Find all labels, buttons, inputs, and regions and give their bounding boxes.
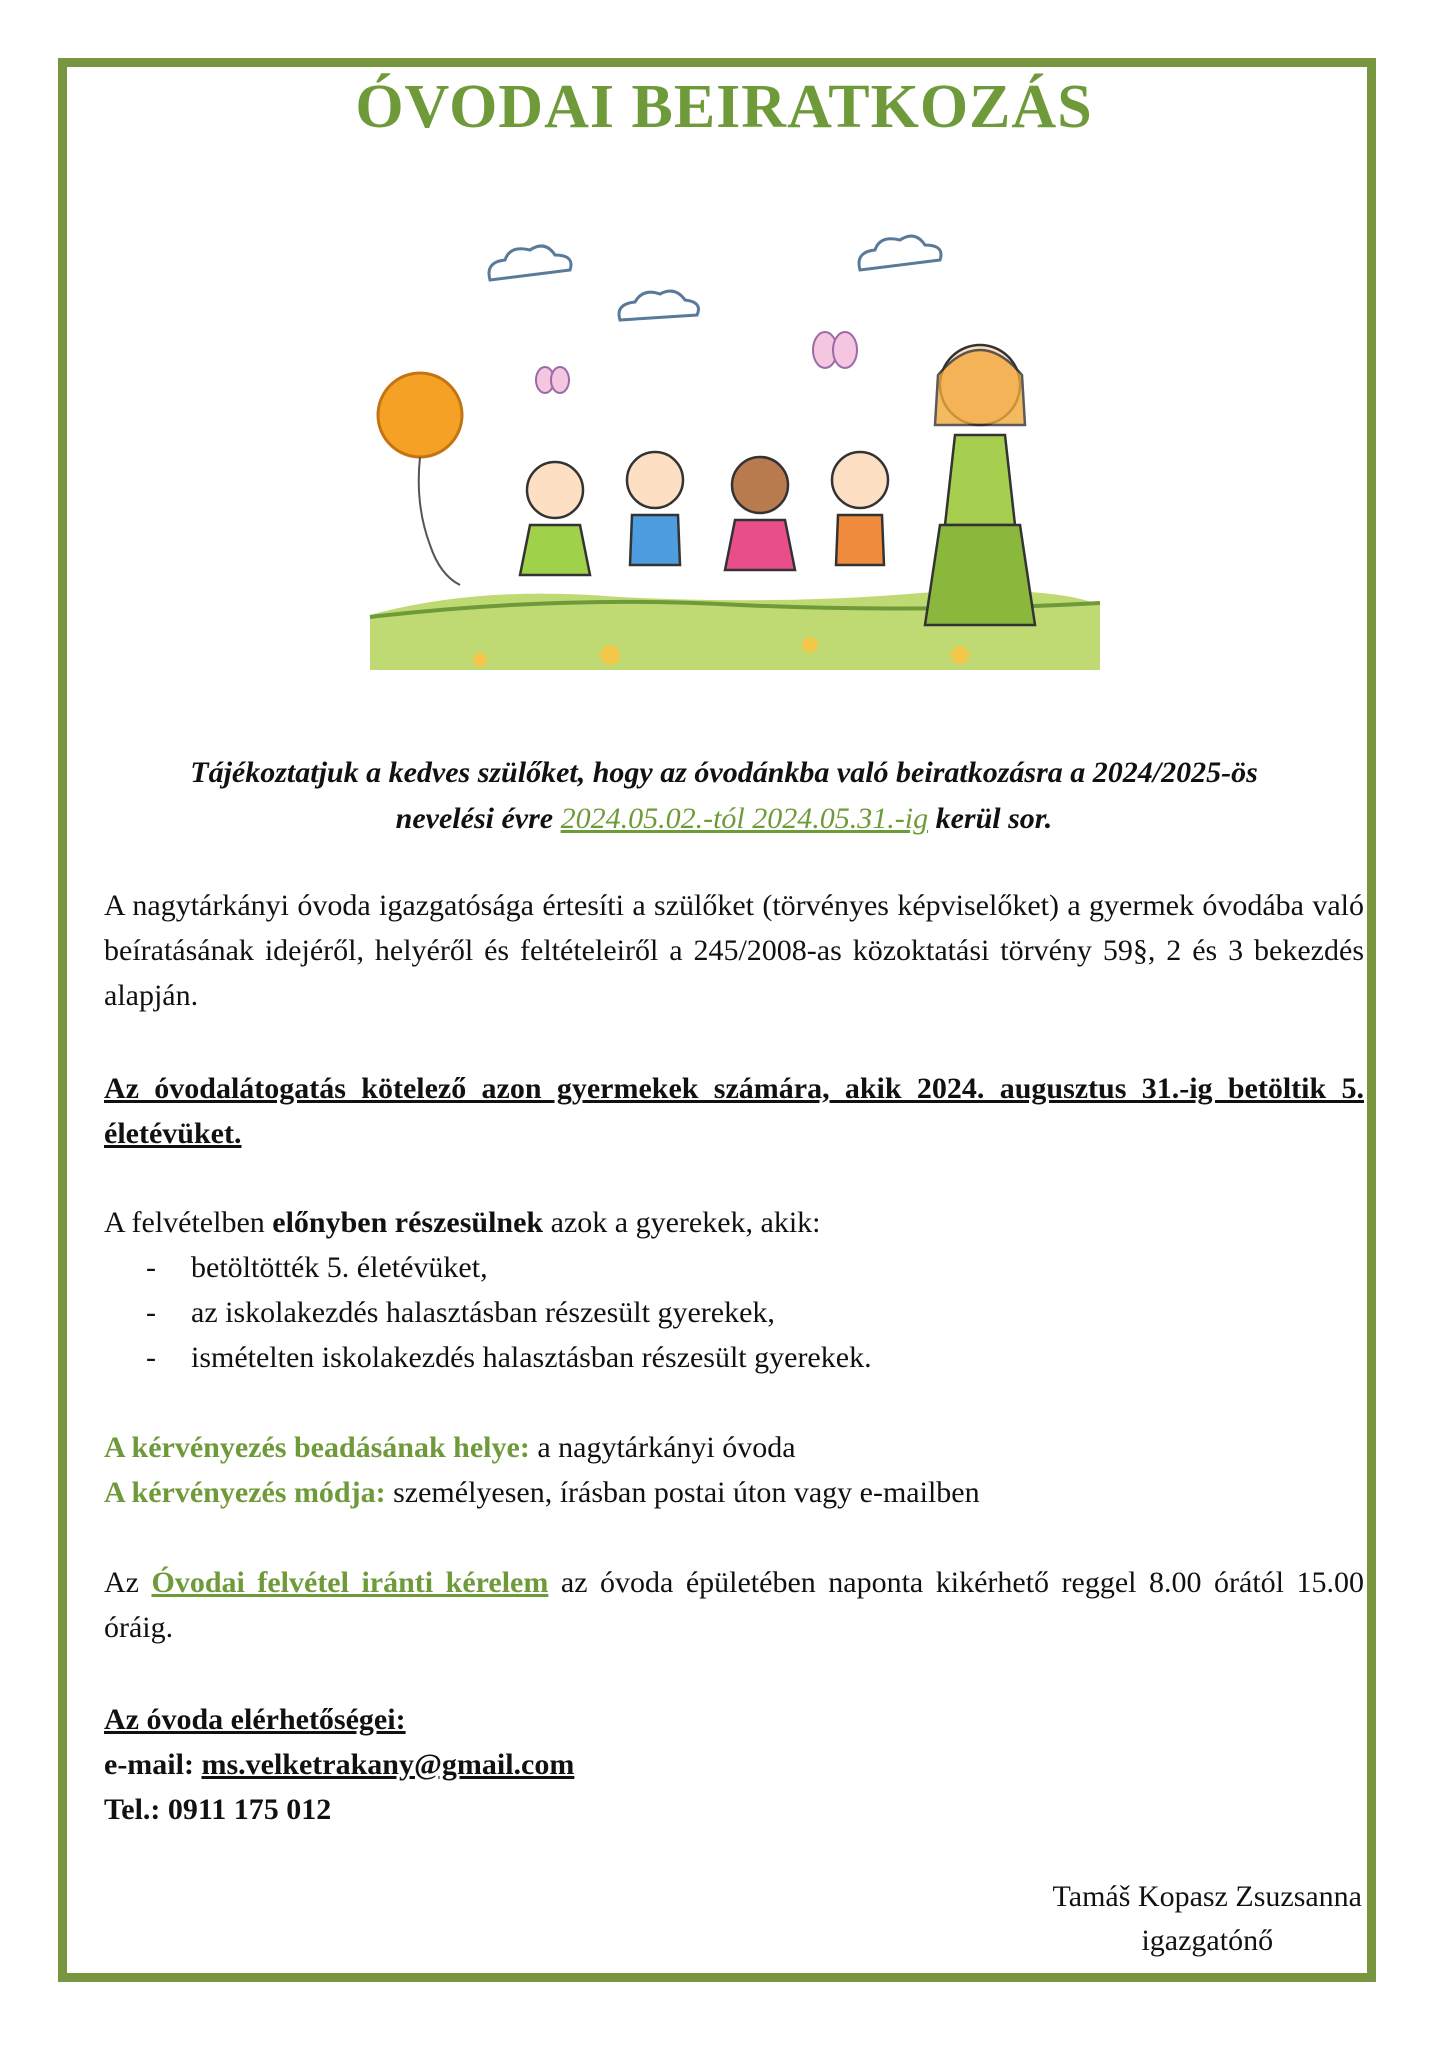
request-form-paragraph: Az Óvodai felvétel iránti kérelem az óvoda épületében naponta kikérhető reggel 8.00 órától 15.00 óráig. (104, 1566, 1365, 1644)
email-link[interactable]: ms.velketrakany@gmail.com (201, 1748, 575, 1781)
contact-heading: Az óvoda elérhetőségei: (104, 1703, 406, 1736)
contact-phone: Tel.: 0911 175 012 (104, 1793, 332, 1826)
intro-text (104, 750, 1344, 842)
intro-line-2: nevelési évre 2024.05.02.-tól 2024.05.31.-ig kerül sor. (395, 802, 1053, 835)
contact-section (104, 1697, 1364, 1832)
legal-notice-paragraph: A nagytárkányi óvoda igazgatósága értesíti a szülőket (törvényes képviselőket) a gyermek óvodába való beíratásának idejéről, helyéről és feltételeiről a 245/2008-as közoktatási törvény 59§, 2 és 3 bekezdés alapján. (104, 889, 1364, 1012)
signature-role: igazgatónő (1141, 1924, 1274, 1957)
priority-intro: A felvételben előnyben részesülnek azok a gyerekek, akik: (104, 1206, 821, 1239)
submission-place: A kérvényezés beadásának helye: a nagytárkányi óvoda (104, 1431, 796, 1464)
submission-method: A kérvényezés módja: személyesen, írásban postai úton vagy e-mailben (104, 1476, 980, 1509)
mandatory-attendance-paragraph: Az óvodalátogatás kötelező azon gyermekek számára, akik 2024. augusztus 31.-ig betöltik 5. életévüket. (104, 1072, 1364, 1150)
enrollment-dates: 2024.05.02.-tól 2024.05.31.-ig (560, 802, 929, 835)
request-form-link[interactable]: Óvodai felvétel iránti kérelem (151, 1566, 549, 1599)
signature-name: Tamáš Kopasz Zsuzsanna (1052, 1880, 1362, 1913)
intro-line-1: Tájékoztatjuk a kedves szülőket, hogy az óvodánkba való beiratkozásra a 2024/2025-ös (190, 756, 1258, 789)
list-item: - ismételten iskolakezdés halasztásban részesült gyerekek. (146, 1341, 872, 1374)
children-illustration (360, 225, 1110, 675)
signature (1053, 1875, 1362, 1963)
list-item: - betöltötték 5. életévüket, (146, 1251, 488, 1284)
priority-section (104, 1200, 1364, 1380)
priority-list (104, 1245, 1364, 1380)
submission-info (104, 1425, 1364, 1515)
contact-email: e-mail: ms.velketrakany@gmail.com (104, 1748, 575, 1781)
page-title: ÓVODAI BEIRATKOZÁS (355, 73, 1093, 141)
list-item: - az iskolakezdés halasztásban részesült gyerekek, (146, 1296, 775, 1329)
